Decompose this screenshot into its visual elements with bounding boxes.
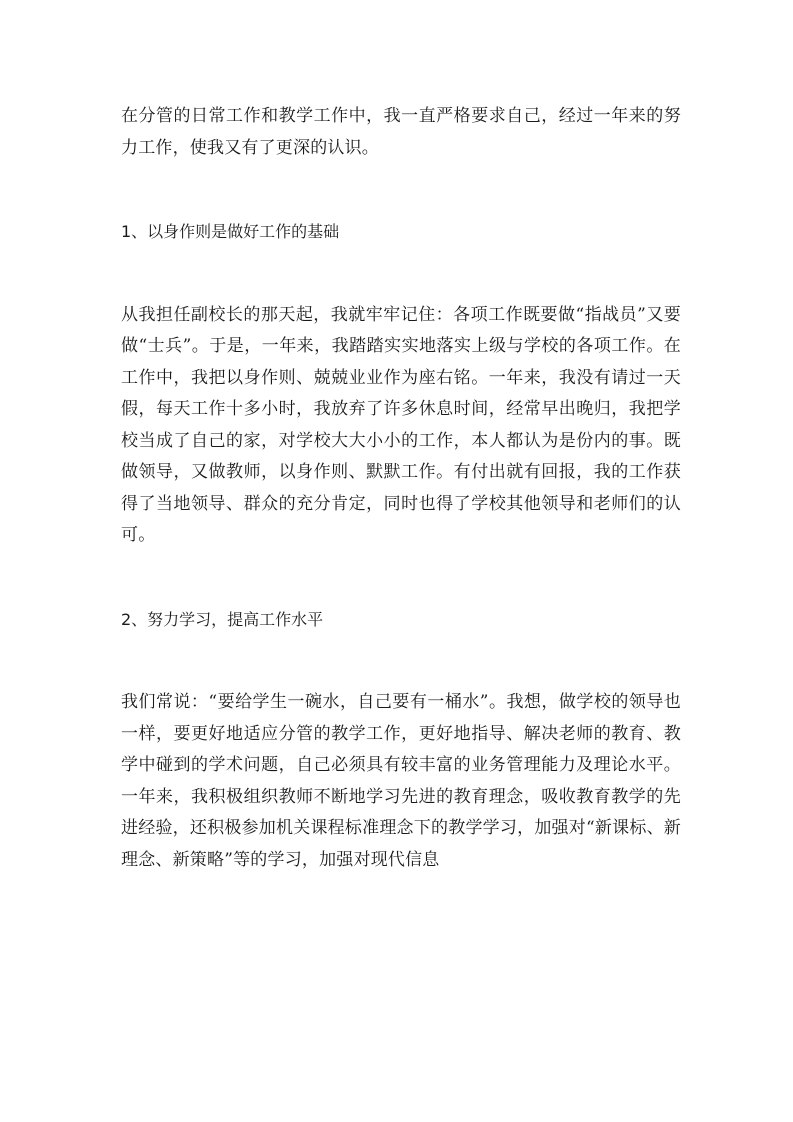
section-heading-2: 2、努力学习，提高工作水平 (121, 609, 324, 629)
section-heading-1: 1、以身作则是做好工作的基础 (121, 222, 340, 241)
paragraph-spacer (121, 164, 681, 216)
paragraph-spacer (121, 635, 681, 687)
paragraph-spacer (121, 552, 681, 604)
intro-paragraph: 在分管的日常工作和教学工作中，我一直严格要求自己，经过一年来的努力工作，使我又有了更深的认识。 (121, 106, 681, 158)
section-body-1: 从我担任副校长的那天起，我就牢牢记住：各项工作既要做“指战员”又要做“士兵”。于是，一年来，我踏踏实实地落实上级与学校的各项工作。在工作中，我把以身作则、兢兢业业作为座右铭。一年来，我没有请过一天假，每天工作十多小时，我放弃了许多休息时间，经常早出晚归，我把学校当成了自己的家，对学校大大小小的工作，本人都认为是份内的事。既做领导，又做教师，以身作则、默默工作。有付出就有回报，我的工作获得了当地领导、群众的充分肯定，同时也得了学校其他领导和老师们的认可。 (121, 304, 681, 545)
section-body-2: 我们常说：“要给学生一碗水，自己要有一桶水”。我想，做学校的领导也一样，要更好地适应分管的教学工作，更好地指导、解决老师的教育、教学中碰到的学术问题，自己必须具有较丰富的业务管理能力及理论水平。一年来，我积极组织教师不断地学习先进的教育理念，吸收教育教学的先进经验，还积极参加机关课程标准理念下的教学学习，加强对“新课标、新理念、新策略”等的学习，加强对现代信息 (121, 692, 681, 870)
paragraph-spacer (121, 248, 681, 300)
document-body (121, 101, 681, 876)
